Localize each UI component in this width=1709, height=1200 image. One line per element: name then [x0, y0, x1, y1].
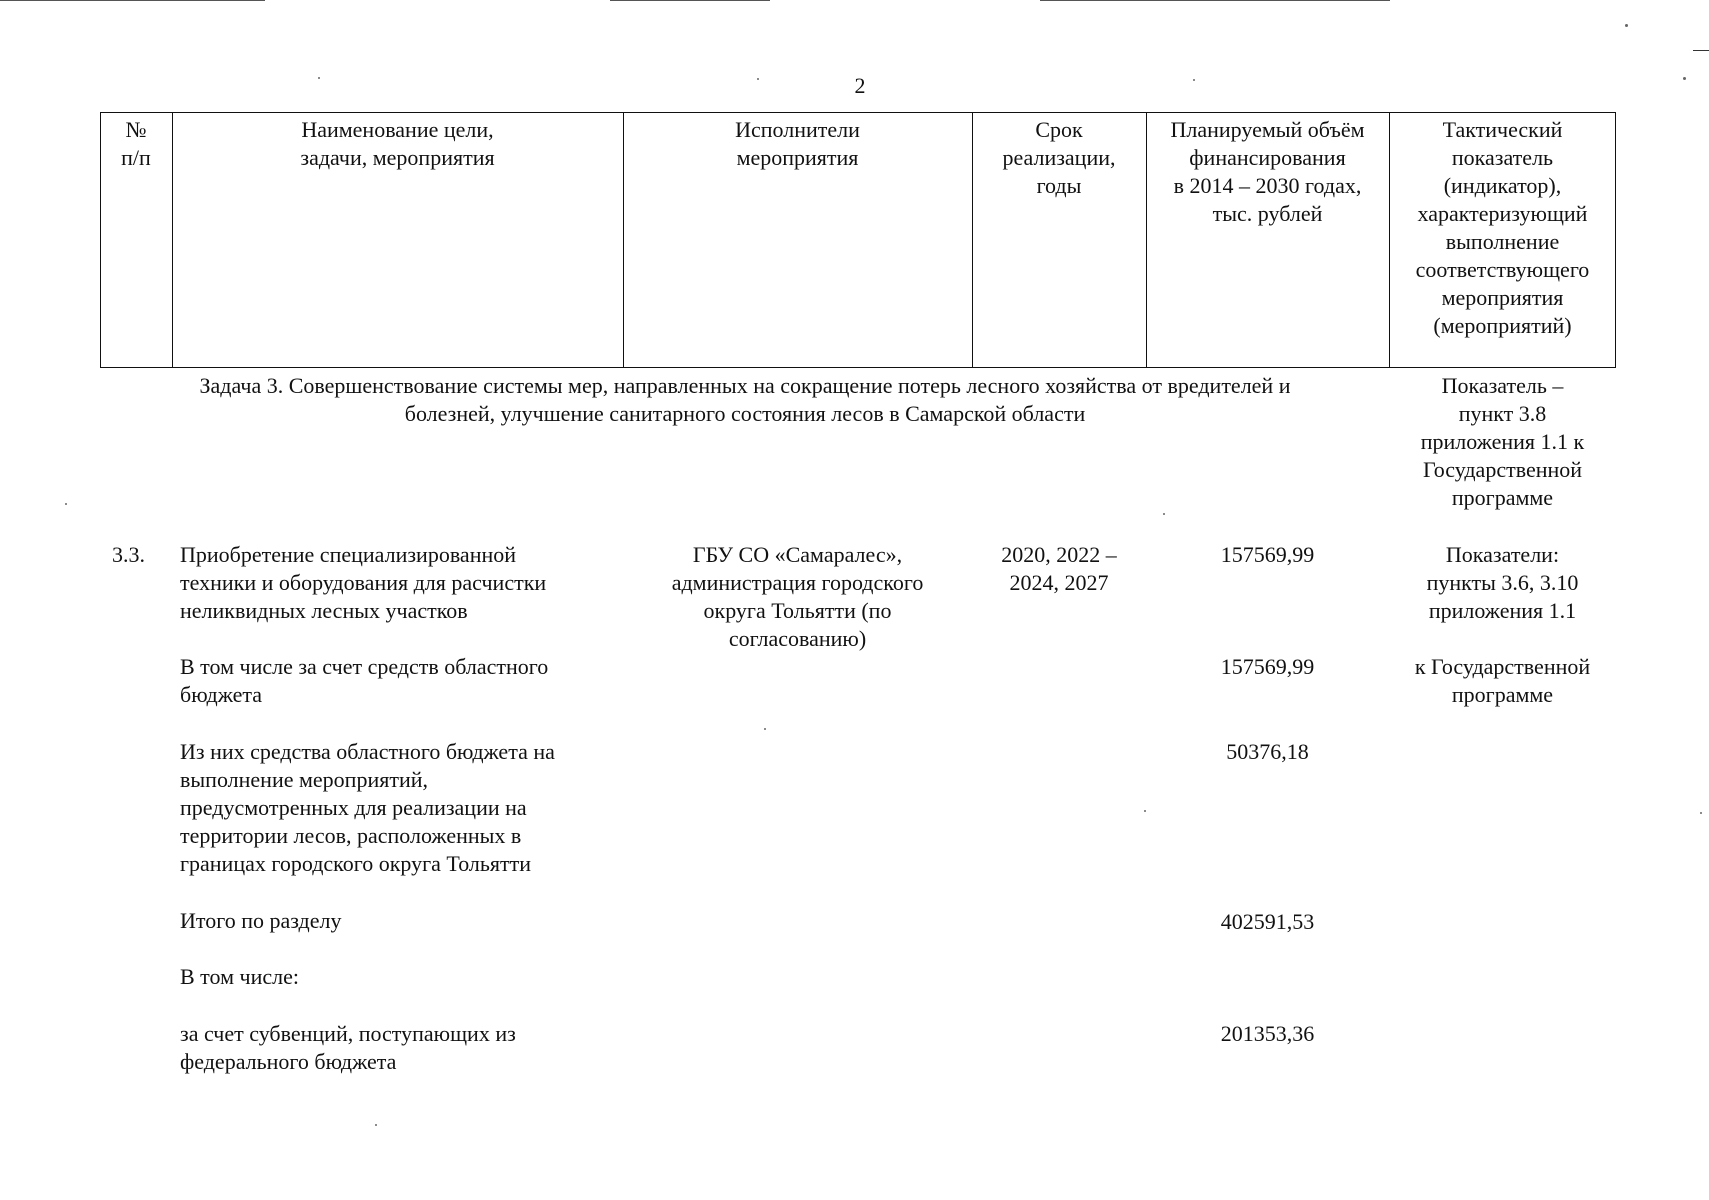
scan-speck: [764, 728, 766, 730]
federal-label: за счет субвенций, поступающих из федерального бюджета: [180, 1021, 516, 1074]
task-heading: Задача 3. Совершенствование системы мер, направленных на сокращение потерь лесного хозяйства от вредителей и болезней, улучшение санитарного состояния лесов в Самарской области: [199, 373, 1291, 426]
scan-speck: [1625, 24, 1628, 27]
scan-speck: [65, 503, 67, 505]
row-number: 3.3.: [112, 542, 145, 567]
scan-speck: [1683, 77, 1686, 80]
regional-budget-funding: 157569,99: [1220, 654, 1315, 679]
scan-edge-line: [0, 0, 265, 1]
scan-speck: [375, 1124, 377, 1126]
row-name: Приобретение специализированной техники и оборудования для расчистки неликвидных лесных участков: [180, 542, 547, 623]
header-name: Наименование цели, задачи, мероприятия: [300, 117, 495, 170]
row-term: 2020, 2022 – 2024, 2027: [1001, 542, 1117, 595]
scan-speck: [757, 78, 759, 80]
scan-speck: [1193, 79, 1195, 81]
page-number: 2: [854, 73, 866, 98]
section-total-funding: 402591,53: [1220, 909, 1315, 934]
header-funding: Планируемый объём финансирования в 2014 – 2030 годах, тыс. рублей: [1170, 117, 1365, 226]
scan-edge-line: [610, 0, 770, 1]
scan-edge-line: [1040, 0, 1390, 1]
scan-speck: [1144, 810, 1146, 812]
header-executors: Исполнители мероприятия: [735, 117, 860, 170]
scan-speck: [318, 77, 320, 79]
including-label: В том числе:: [180, 964, 299, 989]
task-indicator: Показатель – пункт 3.8 приложения 1.1 к Государственной программе: [1420, 373, 1585, 510]
togliatti-funding: 50376,18: [1226, 739, 1309, 764]
scan-mark: [1693, 50, 1709, 51]
togliatti-label: Из них средства областного бюджета на выполнение мероприятий, предусмотренных для реализации на территории лесов, расположенных в границах городского округа Тольятти: [180, 739, 555, 876]
section-total-label: Итого по разделу: [180, 908, 342, 933]
federal-funding: 201353,36: [1220, 1021, 1315, 1046]
row-indicator-continued: к Государственной программе: [1414, 654, 1591, 707]
header-num: № п/п: [121, 117, 151, 170]
header-term: Срок реализации, годы: [1002, 117, 1116, 198]
row-indicator: Показатели: пункты 3.6, 3.10 приложения 1.1: [1426, 542, 1579, 623]
scan-speck: [1700, 812, 1702, 814]
header-indicator: Тактический показатель (индикатор), характеризующий выполнение соответствующего мероприятия (мероприятий): [1415, 117, 1590, 338]
regional-budget-label: В том числе за счет средств областного бюджета: [180, 654, 549, 707]
row-executors: ГБУ СО «Самаралес», администрация городского округа Тольятти (по согласованию): [671, 542, 924, 651]
scan-speck: [1163, 513, 1165, 515]
row-funding: 157569,99: [1220, 542, 1315, 567]
